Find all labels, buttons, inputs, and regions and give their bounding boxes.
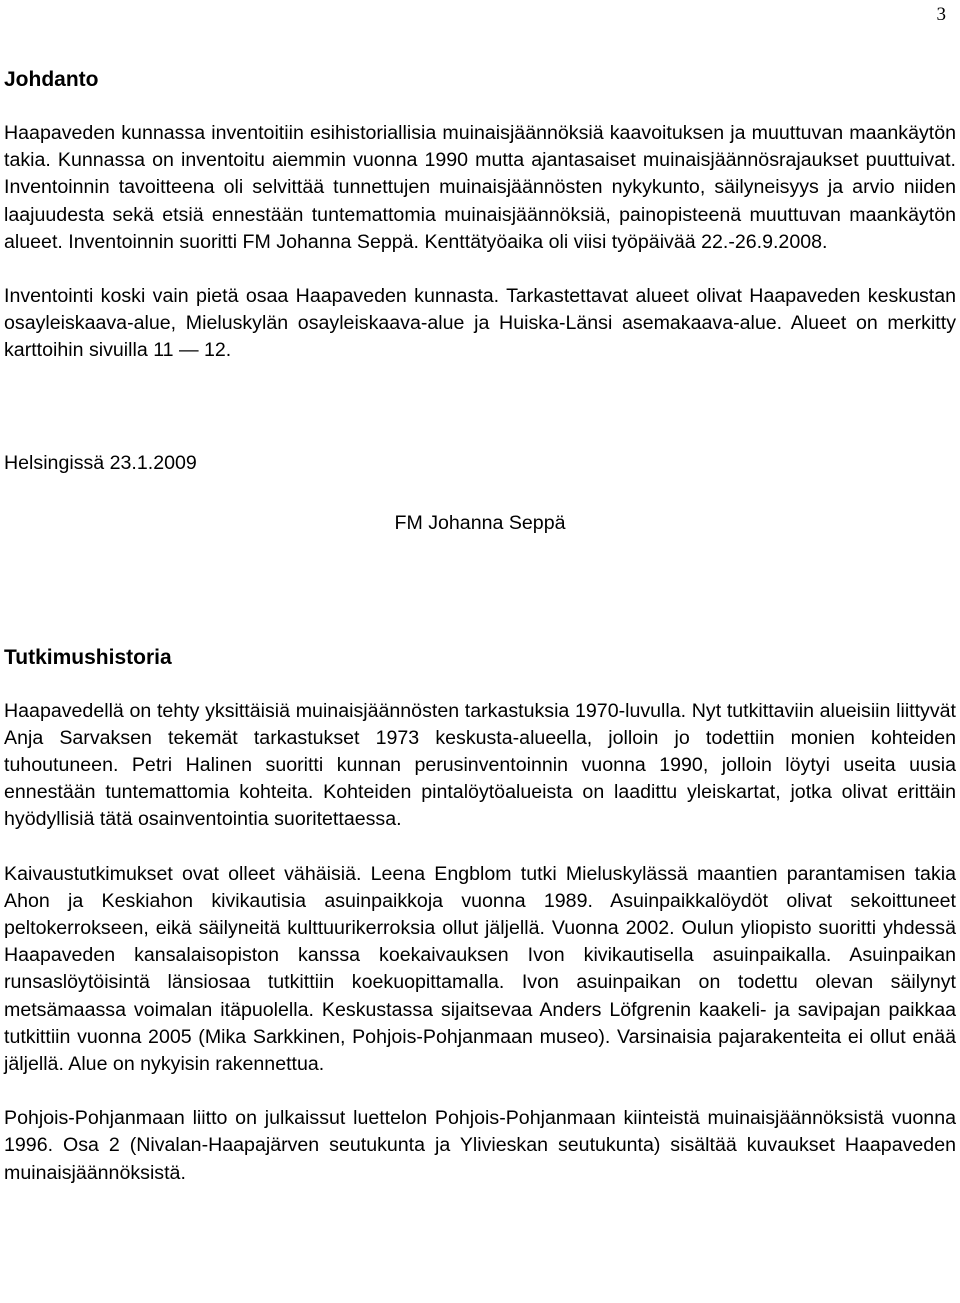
page-number: 3 [936, 4, 946, 25]
history-heading: Tutkimushistoria [4, 645, 172, 669]
intro-paragraph-2: Inventointi koski vain pietä osaa Haapaveden kunnasta. Tarkastettavat alueet olivat Haapaveden keskustan osayleiskaava-alue, Mieluskylän osayleiskaava-alue ja Huiska-Länsi asemakaava-alue. Alueet on merkitty karttoihin sivuilla 11 — 12. [4, 285, 956, 362]
history-paragraph-1: Haapavedellä on tehty yksittäisiä muinaisjäännösten tarkastuksia 1970-luvulla. Nyt tutkittaviin alueisiin liittyvät Anja Sarvaksen tekemät tarkastukset 1973 keskusta-alueella, jolloin jo todettiin monien kohteiden tuhoutuneen. Petri Halinen suoritti kunnan perusinventoinnin vuonna 1990, jolloin löytyi useita uusia ennestään tuntemattomia kohteita. Kohteiden pintalöytöalueista on laadittu yleiskartat, jotka olivat erittäin hyödyllisiä tätä osainventointia suoritettaessa. [4, 699, 956, 831]
signature-name: FM Johanna Seppä [394, 511, 566, 534]
intro-heading: Johdanto [4, 68, 99, 91]
intro-paragraph-1: Haapaveden kunnassa inventoitiin esihistoriallisia muinaisjäännöksiä kaavoituksen ja muuttuvan maankäytön takia. Kunnassa on inventoitu aiemmin vuonna 1990 mutta ajantasaiset muinaisjäännösrajaukset puuttuivat. Inventoinnin tavoitteena oli selvittää tunnettujen muinaisjäännösten nykykunto, säilyneisyys ja arvio niiden laajuudesta sekä etsiä ennestään tuntemattomia muinaisjäännöksiä, painopisteenä muuttuvan maankäytön alueet. Inventoinnin suoritti FM Johanna Seppä. Kenttätyöaika oli viisi työpäivää 22.-26.9.2008. [4, 122, 956, 253]
page-content [4, 66, 956, 1187]
signature-place-date: Helsingissä 23.1.2009 [4, 451, 197, 474]
history-paragraph-2: Kaivaustutkimukset ovat olleet vähäisiä. Leena Engblom tutki Mieluskylässä maantien parantamisen takia Ahon ja Keskiahon kivikautisia asuinpaikkoja vuonna 1989. Asuinpaikkalöydöt olivat sekoittuneet peltokerrokseen, eikä säilyneitä kulttuurikerroksia ollut jäljellä. Vuonna 2002. Oulun yliopisto suoritti yhdessä Haapaveden kansalaisopiston kanssa koekaivauksen Ivon kivikautisella asuinpaikalla. Asuinpaikan runsaslöytöisintä länsiosaa tutkittiin koekuopittamalla. Ivon asuinpaikan on todettu olevan säilynyt metsämaassa voimalan itäpuolella. Keskustassa sijaitsevaa Anders Löfgrenin kaakeli- ja savipajan paikkaa tutkittiin vuonna 2005 (Mika Sarkkinen, Pohjois-Pohjanmaan museo). Varsinaisia pajarakenteita ei ollut enää jäljellä. Alue on nykyisin rakennettua. [4, 862, 956, 1076]
history-paragraph-3: Pohjois-Pohjanmaan liitto on julkaissut luettelon Pohjois-Pohjanmaan kiinteistä muinaisjäännöksistä vuonna 1996. Osa 2 (Nivalan-Haapajärven seutukunta ja Ylivieskan seutukunta) sisältää kuvaukset Haapaveden muinaisjäännöksistä. [4, 1107, 956, 1184]
